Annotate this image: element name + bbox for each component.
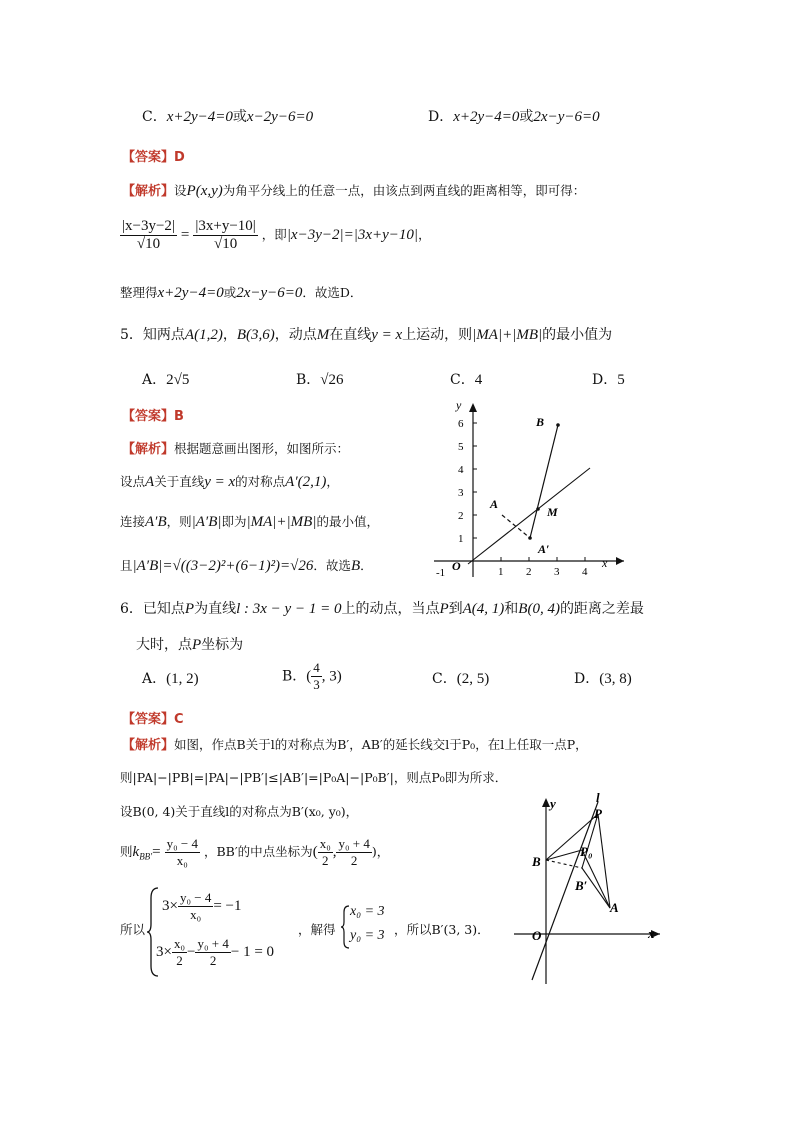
q5-point-m xyxy=(536,507,540,511)
q5-analysis-line4: 且|A′B|=√((3−2)²+(6−1)²)=√26．故选B． xyxy=(120,558,373,574)
q4-option-c: C．x+2y−4=0或x−2y−6=0 xyxy=(142,109,314,125)
q6-analysis-line1: 【解析】如图，作点B关于l的对称点为B′，AB′的延长线交l于P₀，在l上任取一点P， xyxy=(122,737,588,753)
q6-solution-prefix: ，解得 xyxy=(298,922,336,937)
q5-label-y: y xyxy=(456,398,462,412)
q5-label-ap: A′ xyxy=(538,542,550,556)
q5-answer: 【答案】B xyxy=(122,409,184,424)
q5-analysis-line2: 设点A关于直线y = x的对称点A′(2,1)， xyxy=(120,474,339,490)
q5-analysis-line3: 连接A′B，则|A′B|即为|MA|+|MB|的最小值， xyxy=(120,514,379,530)
q6-line-l xyxy=(532,802,598,980)
q6-solution-y: y₀ = 3 xyxy=(350,928,385,943)
q5-segment-bap xyxy=(530,425,558,538)
q5-label-o: O xyxy=(452,559,461,573)
q5-label-m: M xyxy=(547,505,558,519)
q5-ytick: 4 xyxy=(458,464,464,476)
q6-solution-brace xyxy=(340,904,350,950)
q4-analysis-line1: 【解析】设P(x,y)为角平分线上的任意一点，由该点到两直线的距离相等，即可得： xyxy=(122,183,586,199)
q6-system-label: 所以 xyxy=(120,922,146,937)
q4-conclusion: 整理得x+2y−4=0或2x−y−6=0．故选D． xyxy=(120,285,363,301)
q5-ytick: 3 xyxy=(458,487,464,499)
q6-label-o: O xyxy=(532,928,542,943)
q6-y-arrow xyxy=(542,798,550,807)
q5-stem: 5．知两点A(1,2)，B(3,6)，动点M在直线y = x上运动，则|MA|+|MB|的最小值为 xyxy=(120,327,613,343)
q4-analysis-formula: $\frac{|x-3y-2|}{√10}$ = $\frac{|3x+y-10|}{√10}$ ，即|x−3y−2|=|3x+y−10|， xyxy=(122,218,431,252)
q6-label-b: B xyxy=(532,854,541,869)
q5-figure xyxy=(428,395,628,580)
q5-xtick: 2 xyxy=(526,566,532,578)
q6-option-c: C．(2, 5) xyxy=(432,671,490,687)
q5-line-y-eq-x xyxy=(468,468,590,564)
q6-stem-line2: 大时，点P坐标为 xyxy=(136,637,244,653)
q5-label-neg1: -1 xyxy=(436,567,446,579)
q6-analysis-line2: 则|PA|−|PB|=|PA|−|PB′|≤|AB′|=|P₀A|−|P₀B′|，则点P₀即为所求． xyxy=(120,770,508,785)
q5-ytick: 6 xyxy=(458,418,464,430)
q6-label-p0: P₀ xyxy=(580,844,593,859)
q5-option-b: B．√26 xyxy=(296,372,344,388)
q6-label-y: y xyxy=(550,796,556,811)
q5-option-d: D．5 xyxy=(592,372,625,388)
q5-ytick: 1 xyxy=(458,533,464,545)
q6-system-eq2: 3× $\frac{\text{x₀}}{2}$ − $\frac{\text{y₀ + 4}}{2}$ − 1 = 0 xyxy=(156,936,275,968)
q5-analysis-line1: 【解析】根据题意画出图形，如图所示： xyxy=(122,441,350,457)
q6-system-eq1: 3× $\frac{\text{y₀ − 4}}{\text{x₀}}$ = −1 xyxy=(162,890,242,922)
q6-label-a: A xyxy=(610,900,619,915)
q5-option-a: A．2√5 xyxy=(142,372,190,388)
q6-analysis-line3: 设B(0, 4)关于直线l的对称点为B′(x₀, y₀)， xyxy=(120,804,359,819)
q6-label-x: x xyxy=(648,926,655,941)
q5-ytick: 2 xyxy=(458,510,464,522)
q5-point-b xyxy=(556,423,560,427)
q5-x-arrow xyxy=(616,557,624,565)
q6-label-l: l xyxy=(596,790,600,805)
q5-ytick: 5 xyxy=(458,441,464,453)
q6-option-b: B．( $\frac{4}{3}$ , 3) xyxy=(282,660,342,692)
q6-figure xyxy=(510,788,670,988)
q4-option-d: D．x+2y−4=0或2x−y−6=0 xyxy=(428,109,600,125)
q6-solution-suffix: ，所以B′(3, 3)． xyxy=(394,922,490,937)
q6-answer: 【答案】C xyxy=(122,712,184,727)
q5-option-c: C．4 xyxy=(450,372,483,388)
q5-xtick: 1 xyxy=(498,566,504,578)
q4-answer: 【答案】D xyxy=(122,150,185,165)
q6-solution-x: x₀ = 3 xyxy=(350,904,385,919)
q6-stem-line1: 6．已知点P为直线l : 3x − y − 1 = 0上的动点，当点P到A(4, 1)和B(0, 4)的距离之差最 xyxy=(120,601,644,617)
q6-label-p: P xyxy=(594,806,602,821)
q5-xtick: 4 xyxy=(582,566,588,578)
q5-label-b: B xyxy=(536,415,545,429)
q6-label-bp: B′ xyxy=(575,878,588,893)
q5-xtick: 3 xyxy=(554,566,560,578)
q5-label-a: A xyxy=(490,497,499,511)
q6-option-a: A．(1, 2) xyxy=(142,671,199,687)
q6-option-d: D．(3, 8) xyxy=(574,671,632,687)
q5-label-x: x xyxy=(602,556,608,570)
q6-analysis-line4: 则$k_{BB'}=$ $\frac{\text{y₀ − 4}}{\text{x₀}}$ ，BB′的中点坐标为( $\frac{\text{x₀}}{2}$ , $\frac{\text{y₀ + 4}}{2}$ )， xyxy=(120,836,390,868)
q5-y-arrow xyxy=(469,403,477,412)
